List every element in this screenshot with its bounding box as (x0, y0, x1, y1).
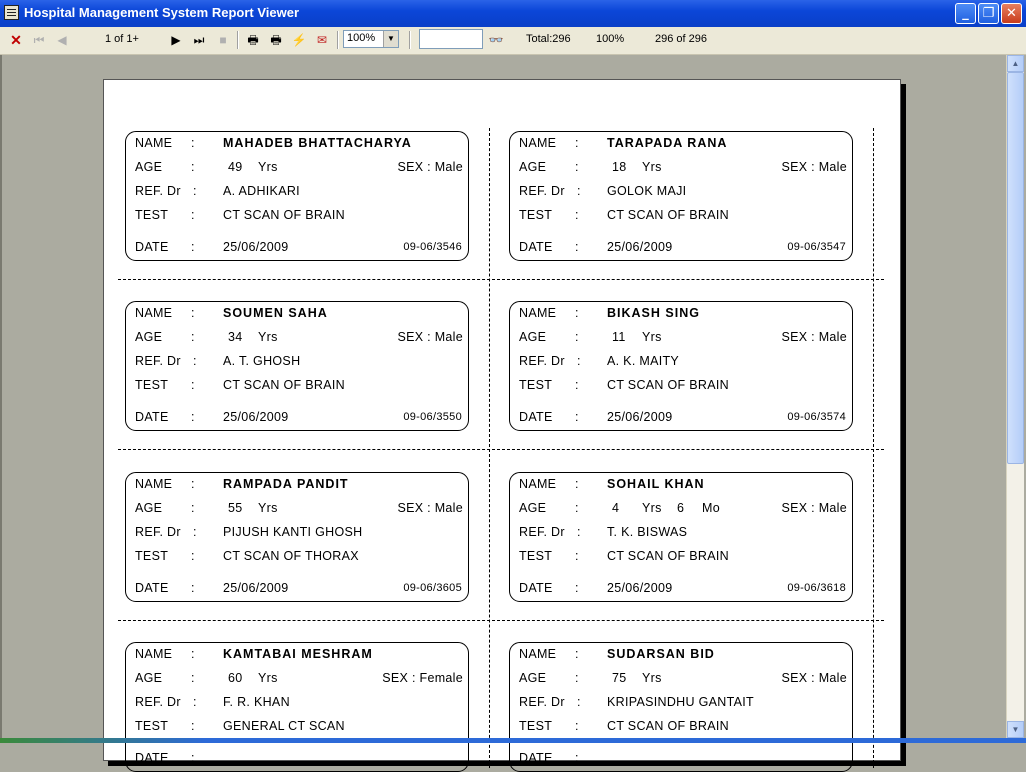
age-unit-yrs: Yrs (642, 501, 662, 515)
field-colon: : (577, 354, 581, 368)
field-colon: : (191, 410, 195, 424)
field-label-test: TEST (519, 719, 553, 733)
test-name: CT SCAN OF BRAIN (607, 208, 729, 222)
age-unit-yrs: Yrs (258, 501, 278, 515)
field-colon: : (191, 647, 195, 661)
test-name: CT SCAN OF THORAX (223, 549, 359, 563)
taskbar-strip (0, 738, 1026, 743)
referring-doctor: KRIPASINDHU GANTAIT (607, 695, 754, 709)
last-page-icon: ⏭ (193, 33, 205, 47)
patient-age: 34 (228, 330, 243, 344)
field-label-date: DATE (519, 410, 553, 424)
report-toolbar (0, 27, 1026, 55)
next-page-button[interactable] (169, 31, 183, 49)
field-colon: : (191, 477, 195, 491)
field-label-ref: REF. Dr (519, 354, 565, 368)
patient-name: RAMPADA PANDIT (223, 477, 349, 491)
test-date: 25/06/2009 (607, 410, 673, 424)
field-label-age: AGE (135, 330, 163, 344)
field-label-ref: REF. Dr (135, 525, 181, 539)
field-label-ref: REF. Dr (519, 695, 565, 709)
referring-doctor: GOLOK MAJI (607, 184, 687, 198)
field-label-ref: REF. Dr (519, 525, 565, 539)
patient-age: 60 (228, 671, 243, 685)
field-label-name: NAME (135, 647, 173, 661)
field-colon: : (191, 549, 195, 563)
field-colon: : (575, 208, 579, 222)
minimize-button[interactable] (955, 3, 976, 24)
field-label-age: AGE (135, 160, 163, 174)
registration-id: 09-06/3618 (787, 582, 846, 594)
test-date: 25/06/2009 (223, 581, 289, 595)
field-label-name: NAME (135, 477, 173, 491)
field-colon: : (191, 208, 195, 222)
field-label-name: NAME (519, 477, 557, 491)
field-label-age: AGE (519, 501, 547, 515)
patient-label-card (125, 131, 469, 261)
test-date: 25/06/2009 (223, 410, 289, 424)
scroll-down-button[interactable] (1007, 721, 1024, 738)
app-icon (4, 5, 19, 20)
patient-age: 18 (612, 160, 627, 174)
print-setup-button[interactable] (268, 31, 284, 49)
referring-doctor: A. ADHIKARI (223, 184, 300, 198)
field-colon: : (191, 136, 195, 150)
printer-icon: 🖶 (247, 33, 259, 47)
patient-age: 55 (228, 501, 243, 515)
binoculars-icon: 👓 (488, 33, 504, 47)
field-label-test: TEST (519, 208, 553, 222)
stop-button[interactable] (216, 31, 230, 49)
patient-age: 11 (612, 330, 626, 344)
toolbar-separator (337, 31, 339, 49)
field-colon: : (575, 671, 579, 685)
previous-page-button[interactable] (55, 31, 69, 49)
field-label-date: DATE (519, 240, 553, 254)
field-colon: : (575, 647, 579, 661)
record-count: 296 of 296 (655, 33, 707, 45)
report-viewer-area (0, 55, 1006, 765)
patient-label-card (125, 642, 469, 772)
patient-label-card (509, 472, 853, 602)
field-label-ref: REF. Dr (135, 184, 181, 198)
test-date: 25/06/2009 (607, 581, 673, 595)
field-colon: : (575, 410, 579, 424)
zoom-value: 100% (347, 32, 376, 44)
registration-id: 09-06/3605 (403, 582, 462, 594)
registration-id: 09-06/3547 (787, 241, 846, 253)
age-unit-yrs: Yrs (258, 330, 278, 344)
field-label-test: TEST (519, 378, 553, 392)
field-label-name: NAME (519, 136, 557, 150)
field-colon: : (575, 240, 579, 254)
patient-name: SOUMEN SAHA (223, 306, 328, 320)
field-colon: : (575, 477, 579, 491)
total-label: Total:296 (526, 33, 571, 45)
field-label-name: NAME (135, 136, 173, 150)
field-label-ref: REF. Dr (135, 354, 181, 368)
referring-doctor: F. R. KHAN (223, 695, 290, 709)
patient-age: 49 (228, 160, 243, 174)
referring-doctor: A. T. GHOSH (223, 354, 301, 368)
patient-age: 4 (612, 501, 620, 515)
field-label-age: AGE (135, 671, 163, 685)
field-label-test: TEST (135, 378, 169, 392)
close-report-button[interactable] (8, 31, 24, 49)
field-colon: : (575, 160, 579, 174)
patient-name: BIKASH SING (607, 306, 700, 320)
patient-label-card (509, 301, 853, 431)
scroll-thumb[interactable] (1007, 72, 1024, 464)
field-label-date: DATE (135, 240, 169, 254)
find-button[interactable] (487, 31, 505, 49)
patient-sex: SEX : Male (781, 501, 847, 515)
cut-line-vertical (489, 128, 490, 768)
field-label-test: TEST (519, 549, 553, 563)
restore-icon: ❐ (982, 6, 995, 21)
patient-sex: SEX : Male (397, 501, 463, 515)
field-colon: : (191, 751, 195, 765)
patient-age: 75 (612, 671, 627, 685)
registration-id: 09-06/3546 (403, 241, 462, 253)
field-colon: : (191, 240, 195, 254)
patient-name: SUDARSAN BID (607, 647, 715, 661)
patient-sex: SEX : Male (781, 671, 847, 685)
patient-label-card (509, 131, 853, 261)
chevron-down-icon[interactable]: ▼ (383, 31, 398, 47)
test-name: CT SCAN OF BRAIN (607, 378, 729, 392)
print-button[interactable] (245, 31, 261, 49)
referring-doctor: T. K. BISWAS (607, 525, 688, 539)
field-label-name: NAME (519, 647, 557, 661)
export-icon: ✉ (316, 33, 328, 47)
title-bar (0, 0, 1026, 27)
field-colon: : (191, 501, 195, 515)
registration-id: 09-06/3550 (403, 411, 462, 423)
field-colon: : (575, 751, 579, 765)
minimize-icon: _ (962, 6, 969, 21)
field-label-date: DATE (135, 751, 169, 765)
field-colon: : (575, 306, 579, 320)
field-colon: : (577, 525, 581, 539)
field-label-name: NAME (519, 306, 557, 320)
cut-line-horizontal (118, 279, 884, 280)
field-label-name: NAME (135, 306, 173, 320)
field-colon: : (577, 184, 581, 198)
field-label-test: TEST (135, 549, 169, 563)
first-page-icon: ⏮ (33, 33, 45, 47)
age-unit-mo: Mo (702, 501, 720, 515)
last-page-button[interactable] (192, 31, 206, 49)
test-name: CT SCAN OF BRAIN (223, 208, 345, 222)
age-unit-yrs: Yrs (642, 330, 662, 344)
export-button[interactable] (314, 31, 330, 49)
field-label-age: AGE (519, 330, 547, 344)
field-colon: : (575, 719, 579, 733)
zoom-select[interactable] (343, 30, 399, 48)
chevron-up-icon: ▲ (1011, 59, 1020, 68)
field-label-age: AGE (135, 501, 163, 515)
test-name: CT SCAN OF BRAIN (607, 549, 729, 563)
field-label-ref: REF. Dr (135, 695, 181, 709)
page-indicator: 1 of 1+ (105, 33, 139, 45)
field-label-ref: REF. Dr (519, 184, 565, 198)
lightning-icon: ⚡ (291, 33, 307, 47)
stop-icon: ■ (219, 33, 227, 47)
registration-id: 09-06/3574 (787, 411, 846, 423)
field-colon: : (193, 354, 197, 368)
zoom-percent: 100% (596, 33, 625, 45)
patient-name: SOHAIL KHAN (607, 477, 705, 491)
test-name: CT SCAN OF BRAIN (607, 719, 729, 733)
cut-line-horizontal (118, 449, 884, 450)
patient-name: TARAPADA RANA (607, 136, 728, 150)
chevron-down-icon: ▼ (1011, 725, 1020, 734)
toolbar-separator (409, 31, 411, 49)
search-input[interactable] (419, 29, 483, 49)
field-colon: : (191, 330, 195, 344)
field-label-date: DATE (519, 581, 553, 595)
field-colon: : (191, 160, 195, 174)
scroll-up-button[interactable] (1007, 55, 1024, 72)
field-label-date: DATE (135, 410, 169, 424)
printer-setup-icon: 🖶 (270, 33, 282, 47)
field-colon: : (191, 581, 195, 595)
field-colon: : (193, 525, 197, 539)
field-label-age: AGE (519, 160, 547, 174)
patient-sex: SEX : Male (397, 330, 463, 344)
field-colon: : (191, 306, 195, 320)
test-date: 25/06/2009 (223, 240, 289, 254)
patient-sex: SEX : Male (397, 160, 463, 174)
age-unit-yrs: Yrs (642, 160, 662, 174)
maximize-button[interactable] (978, 3, 999, 24)
age-unit-yrs: Yrs (642, 671, 662, 685)
window-title: Hospital Management System Report Viewer (24, 5, 300, 20)
test-name: GENERAL CT SCAN (223, 719, 345, 733)
patient-sex: SEX : Male (781, 330, 847, 344)
patient-age-months: 6 (677, 501, 685, 515)
field-colon: : (193, 184, 197, 198)
field-colon: : (191, 671, 195, 685)
report-page (103, 79, 901, 765)
previous-page-icon: ◀ (57, 33, 67, 47)
field-colon: : (575, 136, 579, 150)
age-unit-yrs: Yrs (258, 671, 278, 685)
field-colon: : (577, 695, 581, 709)
refresh-button[interactable] (291, 31, 307, 49)
field-label-age: AGE (519, 671, 547, 685)
patient-sex: SEX : Male (781, 160, 847, 174)
field-label-date: DATE (519, 751, 553, 765)
cut-line-horizontal (118, 620, 884, 621)
patient-label-card (509, 642, 853, 772)
field-colon: : (575, 549, 579, 563)
vertical-scrollbar[interactable] (1006, 55, 1024, 738)
field-label-test: TEST (135, 208, 169, 222)
referring-doctor: PIJUSH KANTI GHOSH (223, 525, 363, 539)
close-report-icon: ✕ (10, 32, 22, 48)
referring-doctor: A. K. MAITY (607, 354, 680, 368)
test-name: CT SCAN OF BRAIN (223, 378, 345, 392)
cut-line-vertical (873, 128, 874, 768)
field-colon: : (193, 695, 197, 709)
close-icon: ✕ (1006, 6, 1017, 21)
patient-label-card (125, 301, 469, 431)
patient-name: KAMTABAI MESHRAM (223, 647, 373, 661)
first-page-button[interactable] (32, 31, 46, 49)
patient-name: MAHADEB BHATTACHARYA (223, 136, 412, 150)
field-colon: : (191, 719, 195, 733)
field-colon: : (575, 581, 579, 595)
field-colon: : (191, 378, 195, 392)
toolbar-separator (237, 31, 239, 49)
test-date: 25/06/2009 (607, 240, 673, 254)
next-page-icon: ▶ (171, 33, 181, 47)
patient-label-card (125, 472, 469, 602)
close-window-button[interactable] (1001, 3, 1022, 24)
field-colon: : (575, 378, 579, 392)
field-colon: : (575, 330, 579, 344)
field-label-test: TEST (135, 719, 169, 733)
field-label-date: DATE (135, 581, 169, 595)
patient-sex: SEX : Female (382, 671, 463, 685)
field-colon: : (575, 501, 579, 515)
age-unit-yrs: Yrs (258, 160, 278, 174)
